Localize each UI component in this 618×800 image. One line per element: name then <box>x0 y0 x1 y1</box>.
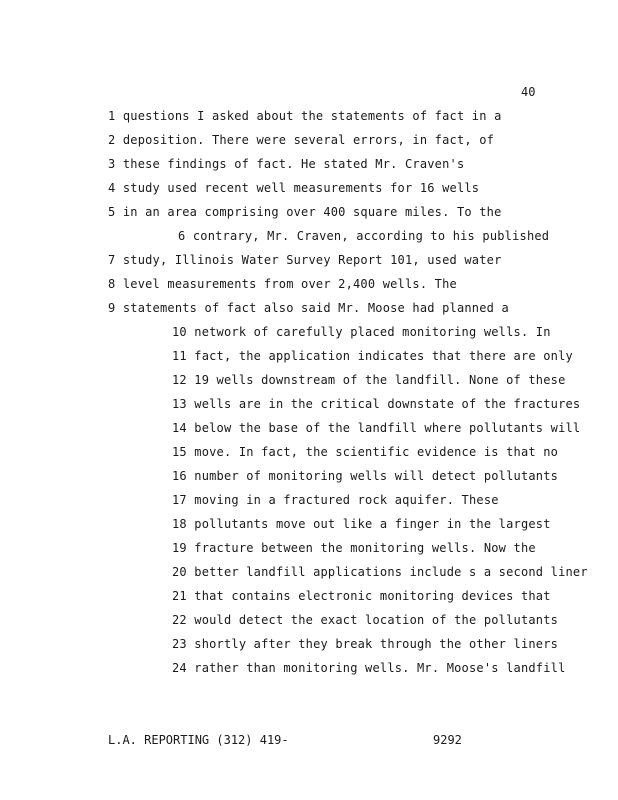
reporter-footer: L.A. REPORTING (312) 419- <box>108 733 289 747</box>
transcript-line: 15 move. In fact, the scientific evidence is that no <box>172 445 559 459</box>
transcript-line: 17 moving in a fractured rock aquifer. These <box>172 493 499 507</box>
transcript-line: 21 that contains electronic monitoring devices that <box>172 589 551 603</box>
transcript-line: 19 fracture between the monitoring wells. Now the <box>172 541 536 555</box>
page-number: 40 <box>521 85 536 99</box>
transcript-line: 20 better landfill applications include s a second liner <box>172 565 588 579</box>
transcript-line: 1 questions I asked about the statements of fact in a <box>108 109 502 123</box>
transcript-line: 14 below the base of the landfill where pollutants will <box>172 421 581 435</box>
transcript-line: 5 in an area comprising over 400 square miles. To the <box>108 205 502 219</box>
transcript-line: 9 statements of fact also said Mr. Moose had planned a <box>108 301 509 315</box>
transcript-line: 2 deposition. There were several errors, in fact, of <box>108 133 495 147</box>
transcript-line: 11 fact, the application indicates that there are only <box>172 349 573 363</box>
transcript-line: 8 level measurements from over 2,400 wells. The <box>108 277 457 291</box>
transcript-line: 23 shortly after they break through the other liners <box>172 637 559 651</box>
transcript-line: 7 study, Illinois Water Survey Report 101, used water <box>108 253 502 267</box>
transcript-line: 4 study used recent well measurements for 16 wells <box>108 181 480 195</box>
transcript-line: 16 number of monitoring wells will detect pollutants <box>172 469 559 483</box>
transcript-line: 24 rather than monitoring wells. Mr. Moose's landfill <box>172 661 566 675</box>
transcript-line: 10 network of carefully placed monitoring wells. In <box>172 325 551 339</box>
transcript-line: 18 pollutants move out like a finger in the largest <box>172 517 551 531</box>
transcript-line: 13 wells are in the critical downstate of the fractures <box>172 397 581 411</box>
reporter-phone-suffix: 9292 <box>433 733 462 747</box>
transcript-line: 6 contrary, Mr. Craven, according to his published <box>178 229 550 243</box>
transcript-line: 3 these findings of fact. He stated Mr. Craven's <box>108 157 465 171</box>
transcript-line: 12 19 wells downstream of the landfill. None of these <box>172 373 566 387</box>
transcript-line: 22 would detect the exact location of the pollutants <box>172 613 559 627</box>
